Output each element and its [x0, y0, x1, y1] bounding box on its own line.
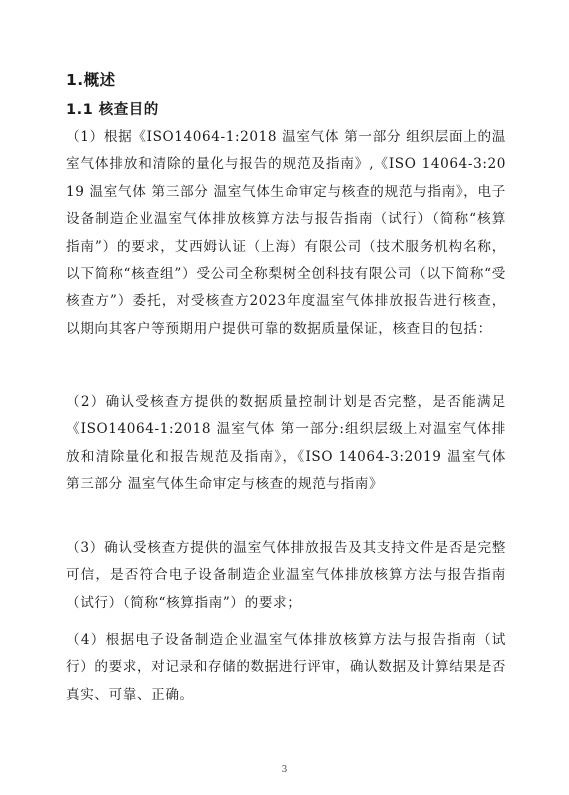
section-heading: 1.概述 — [66, 71, 116, 89]
subsection-heading: 1.1 核查目的 — [66, 102, 159, 118]
paragraph-3: （3）确认受核查方提供的温室气体排放报告及其支持文件是否是完整可信，是否符合电子设备制造企业温室气体排放核算方法与报告指南（试行）（简称“核算指南”）的要求； — [66, 540, 506, 611]
paragraph-4: （4）根据电子设备制造企业温室气体排放核算方法与报告指南（试行）的要求，对记录和存储的数据进行评审，确认数据及计算结果是否真实、可靠、正确。 — [66, 632, 507, 703]
page-number: 3 — [281, 765, 288, 775]
paragraph-1: （1）根据《ISO14064-1:2018 温室气体 第一部分 组织层面上的温室气体排放和清除的量化与报告的规范及指南》,《ISO 14064-3:2019 温室气体 第三部分 温室气体生命审定与核查的规范与指南》，电子设备制造企业温室气体排放核算方法与报告指南（试行）（简称“核算指南”）的要求，艾西姆认证（上海）有限公司（技术服务机构名称，以下简称“核查组”）受公司全称梨树全创科技有限公司（以下简称“受核查方”）委托，对受核查方2023年度温室气体排放报告进行核查，以期向其客户等预期用户提供可靠的数据质量保证，核查目的包括： — [66, 129, 506, 337]
paragraph-2: （2）确认受核查方提供的数据质量控制计划是否完整，是否能满足《ISO14064-1:2018 温室气体 第一部分:组织层级上对温室气体排放和清除量化和报告规范及指南》，《ISO 14064-3:2019 温室气体 第三部分 温室气体生命审定与核查的规范与指南》 — [66, 394, 506, 493]
